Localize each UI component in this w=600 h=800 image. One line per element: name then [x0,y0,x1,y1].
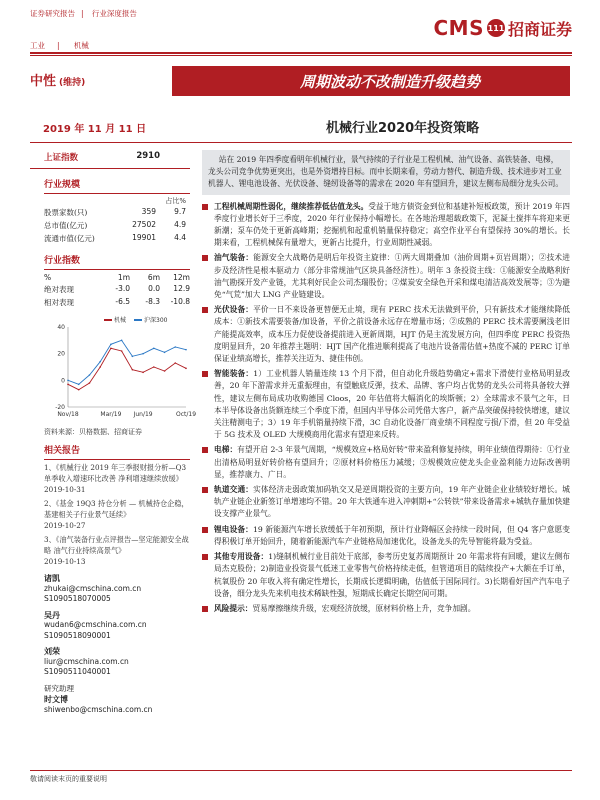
bullet-text: 能源安全大战略仍是明后年投资主旋律：①两大周期叠加（油价周期+页岩周期）；②技术进步及经济性是根本驱动力（部分非常规油气区块具备经济性）。明年 3 条投资主线：①能源安全战略利好油气勘探开发产业链，尤其利好民企公司杰瑞股份；②煤炭安全绿色开采和煤电清洁高效发展等；③为避免“气荒”加大 LNG 产业链建设。 [214,253,570,300]
scale-key: 流通市值(亿元) [44,234,95,243]
bullet-text: 受益于地方债资金到位和基建补短板政策，预计 2019 年四季度行业增长好于三季度，2020 年行业保持小幅增长。在各地治理超载政策下，泥凝土搅拌车将迎来更新潮；泵车仍处于更新高峰期；挖掘机和起重机销量保持稳定；高空作业平台有望保持 30%的增长。长期来看，工程机械保有量增大，更新占比提升，行业周期性减弱。 [214,201,570,248]
bullet-item [202,484,570,521]
y-tick-label: 40 [57,324,65,331]
bullet-square-icon [202,527,208,533]
rating-title-row [30,66,570,96]
series-point-1 [110,344,112,346]
related-report-date: 2019-10-31 [44,485,86,494]
series-point-1 [185,349,187,351]
related-report-item[interactable] [44,534,190,567]
series-point-0 [142,372,144,374]
scale-value: 359 [141,207,156,216]
industry-scale-title: 行业规模 [44,180,81,190]
bullet-square-icon [202,606,208,612]
series-point-0 [185,368,187,370]
perf-value: -8.3 [145,297,160,306]
legend-item-machinery [104,315,126,324]
bullet-lead: 其他专用设备： [214,552,269,562]
analyst-list [30,573,190,678]
bullet-square-icon [202,371,208,377]
series-point-0 [78,389,80,391]
chart-source: 资料来源：贝格数据、招商证券 [44,428,142,436]
related-report-item[interactable] [44,462,190,495]
rating-label: 中性 [30,74,57,89]
series-point-1 [132,356,134,358]
footer-note: 敬请阅读末页的重要说明 [30,775,107,783]
bullet-item [202,524,570,548]
analyst-email[interactable]: zhukai@cmschina.com.cn [44,583,142,593]
x-tick-label: Oct/19 [175,411,197,418]
series-point-1 [153,348,155,350]
perf-header [30,272,190,283]
logo-mark-icon: 111 [487,19,505,37]
index-row [30,146,190,169]
perf-header-6m: 6m [147,273,160,282]
bullet-text: 1）工业机器人销量连续 13 个月下滑，但自动化升级趋势确定+需求下滑使行业格局明显改善，20 年下游需求并无重振理由，有望触底反弹，技术、品牌、客户均占优势的龙头公司将具备较大弹性，建议左侧布局成功收购德国 Cloos，20 年估值将大幅消化的埃斯顿；2）全球需求不景气之年，日本半导体设备出货额连续三个季度下滑，但国内半导体公司凭借大客户，新产品突破保持较快增速，建议关注精测电子；3）19 年手机销量持续下滑，3C 自动化设备厂商业绩不同程度亏损/下滑，但 20 年受益于 5G 技术及 OLED 大规模商用化需求有望迎来反转。 [214,369,570,440]
bullet-lead: 锂电设备： [214,524,253,534]
bullet-text: 贸易摩擦继续升级，宏观经济放缓，原材料价格上升，竞争加剧。 [252,603,476,613]
related-report-date: 2019-10-13 [44,557,86,566]
x-tick-label: Jun/19 [133,411,153,418]
bullet-text: 19 新能源汽车增长放缓低于年初预期，预计行业降幅区会持续一段时间，但 Q4 客户意愿变得积极订单开始回升，随着新能源汽车产业链格局加速优化，设备龙头的先导智能将最为受益。 [214,524,570,546]
bullet-item [202,304,570,365]
series-point-0 [153,366,155,368]
perf-table [30,283,190,309]
bullet-square-icon [202,204,208,210]
scale-row [30,232,190,245]
bullet-square-icon [202,255,208,261]
assistant-block [30,684,190,716]
scale-share: 9.7 [174,207,186,216]
report-date: 2019 年 11 月 11 日 [43,124,147,135]
perf-row [30,296,190,309]
left-sidebar [30,146,197,766]
scale-key: 股票家数(只) [44,208,88,217]
analyst-name: 诸凯 [44,573,60,583]
section-divider [44,459,190,460]
series-point-0 [110,348,112,350]
industry-index-title: 行业指数 [44,256,81,266]
analyst-name: 吴丹 [44,609,60,620]
summary-box: 站在 2019 年四季度看明年机械行业，景气持续的子行业是工程机械、油气设备、高铁装备、电梯，龙头公司竞争优势更突出，也是外资增持目标。而中长期来看，劳动力替代、制造升级、技术进步对工业机器人、锂电池设备、光伏设备、缝纫设备等的需求在 2020 年有望回升，建议左侧布局细分龙头公司。 [202,150,570,195]
perf-value: 12.9 [173,284,190,293]
perf-value: 0.0 [148,284,160,293]
bullet-lead: 风险提示： [214,603,253,613]
x-tick-label: Mar/19 [100,411,122,418]
industry: 机械 [73,41,89,50]
sector: 工业 [30,41,45,50]
perf-header-unit: % [44,273,52,282]
analyst-id: S1090511040001 [44,667,111,676]
bullet-item [202,201,570,250]
related-report-item[interactable] [44,498,190,531]
y-tick-label: 20 [57,350,65,358]
index-chart [44,313,197,423]
header-divider-thin [30,55,572,56]
legend-label: 沪深300 [144,317,168,324]
x-tick-label: Nov/18 [57,411,79,418]
series-point-1 [78,384,80,386]
report-type-line: 证券研究报告 | 行业深度报告 [30,9,137,18]
scale-share: 4.4 [174,233,186,242]
related-report-title: 2、《基金 19Q3 持仓分析 — 机械持仓企稳，基建相关子行业景气延续》 [44,499,189,519]
analyst-id: S1090518070005 [44,594,111,603]
perf-header-1m: 1m [117,273,130,282]
bullet-square-icon [202,307,208,313]
series-point-1 [67,380,69,382]
legend-item-hs300 [134,315,167,324]
series-point-1 [164,352,166,354]
assistant-email[interactable]: shiwenbo@cmschina.com.cn [44,704,153,714]
series-point-0 [174,362,176,364]
footer-divider [30,770,572,771]
series-point-0 [121,350,123,352]
related-report-title: 3、《油气装备行业点评报告—坚定能源安全战略 油气行业持续高景气》 [44,535,189,555]
bullet-item [202,444,570,481]
bullet-item [202,368,570,441]
index-value: 2910 [136,151,160,161]
analyst-email[interactable]: wudan6@cmschina.com.cn [44,620,147,629]
bullet-lead: 工程机械周期性弱化，继续推荐低估值龙头。 [214,201,369,211]
series-point-1 [121,340,123,342]
bullet-lead: 光伏设备： [214,305,254,315]
series-point-1 [174,346,176,348]
bullet-square-icon [202,554,208,560]
report-subtitle: 机械行业2020年投资策略 [326,121,480,136]
logo-cn-text: 招商证券 [507,19,572,39]
logo-cms-text: CMS [433,16,484,40]
sector-line: 工业 | 机械 [30,41,89,50]
index-label: 上证指数 [44,153,79,163]
report-kind: 行业深度报告 [91,9,137,18]
bullet-square-icon [202,487,208,493]
scale-share: 4.9 [174,220,186,229]
series-point-0 [132,369,134,371]
perf-key: 绝对表现 [44,285,74,294]
bullet-lead: 油气装备： [214,253,254,263]
headline: 周期波动不改制造升级趋势 [300,72,481,91]
brand-logo [434,16,573,40]
assistant-title: 研究助理 [44,683,74,693]
bullet-text: 平价一日不来设备更替便无止境，现有 PERC 技术无法做到平价，只有新技术才能继续降低成本：①新技术需要装备/加设备，平价之前设备永远存在增量市场；②成熟的 PERC 技术需要阑浅老旧产能提高效率，成本压力促使设备提前进入更新周期，HJT 仍是主流发展方向，但四季度 PERC 投资热度明显回升，20 年推荐主题明：HJT 国产化推进顺利提高了电池片设备需估值+热度不减的 PERC 订单保证业绩高增长，推荐关注迈为、捷佳伟创。 [214,305,570,364]
share-header: 占比% [165,197,186,205]
bullet-text: 1)缝制机械行业目前处于底部，参考历史复苏周期预计 20 年需求将有回暖，建议左侧布局杰克股份；2)制造业投资景气低迷工业零售气价格持续走低，但管道项目的陆续投产+大额在手订单，杭氧股份 20 年收入将有确定性增长，长期成长逻辑明确，估值低于国际同行。3)长期看好国产汽车电子设备，细分龙头先来机电技术稀缺性强，短期成长确定长期空间可期。 [214,552,570,598]
bullet-text: 实体经济走弱政策加码轨交又是逆周期投资的主要方向，19 年产业链企业业绩较好增长。城轨产业链企业新签订单增速均不错。20 年大铁通车进入冲刺期+“公转铁”带来设备需求+城轨存量加快建设支撑产业景气。 [214,485,570,519]
legend-label: 机械 [114,317,127,324]
bullet-lead: 电梯： [214,445,238,455]
analyst-name: 刘荣 [44,646,60,656]
series-point-1 [142,353,144,355]
rating [30,70,85,89]
perf-value: -6.5 [115,297,130,306]
scale-value: 19901 [132,233,156,242]
series-point-1 [99,361,101,363]
assistant-name: 时文博 [44,694,68,704]
report-type: 证券研究报告 [30,9,75,18]
series-point-0 [89,382,91,384]
related-reports-list [30,462,190,567]
bullet-item [202,551,570,600]
perf-header-12m: 12m [173,273,190,282]
subtitle-divider [30,142,572,143]
series-point-0 [164,370,166,372]
perf-row [30,283,190,296]
index-chart-svg [44,313,197,423]
chart-legend [104,315,167,324]
analyst-id: S1090518090001 [44,630,111,640]
series-point-1 [89,374,91,376]
legend-swatch [104,319,112,321]
legend-swatch [134,319,142,321]
bullet-square-icon [202,447,208,453]
bullet-lead: 智能装备： [214,369,254,379]
perf-value: -3.0 [115,284,130,293]
section-divider [44,193,190,194]
perf-value: -10.8 [170,297,190,306]
related-report-date: 2019-10-27 [44,521,86,530]
main-content [202,150,570,618]
series-line-1 [68,340,186,384]
y-tick-label: 0 [61,377,65,385]
bullet-list [202,201,570,616]
series-line-0 [68,348,186,389]
scale-table [30,206,190,245]
series-point-0 [99,366,101,368]
rating-note: (维持) [59,78,86,88]
bullet-text: 有望开启 2-3 年景气周期，“规模效应+格局好转”带来盈利修复持续，明年业绩值得期待：①行业出清格局明显好转价格有望回升；②原材料价格压力减缓；③规模效应使龙头企业盈利能力边际改善明显，推荐康力、广日。 [214,445,570,479]
bullet-lead: 轨道交通： [214,485,254,495]
headline-band [172,66,570,96]
bullet-item [202,603,570,615]
section-divider [44,269,190,270]
related-reports-title: 相关报告 [44,446,81,456]
scale-row [30,206,190,219]
perf-key: 相对表现 [44,298,74,307]
series-point-0 [67,384,69,386]
y-tick-label: -20 [55,404,65,411]
bullet-item [202,252,570,301]
related-report-title: 1、《机械行业 2019 年三季报财报分析—Q3 单季收入增速环比改善 净利增速继续放缓》 [44,463,187,483]
analyst-email[interactable]: liur@cmschina.com.cn [44,656,129,666]
scale-row [30,219,190,232]
header-divider [30,52,572,54]
scale-key: 总市值(亿元) [44,221,88,230]
scale-value: 27502 [132,220,156,229]
